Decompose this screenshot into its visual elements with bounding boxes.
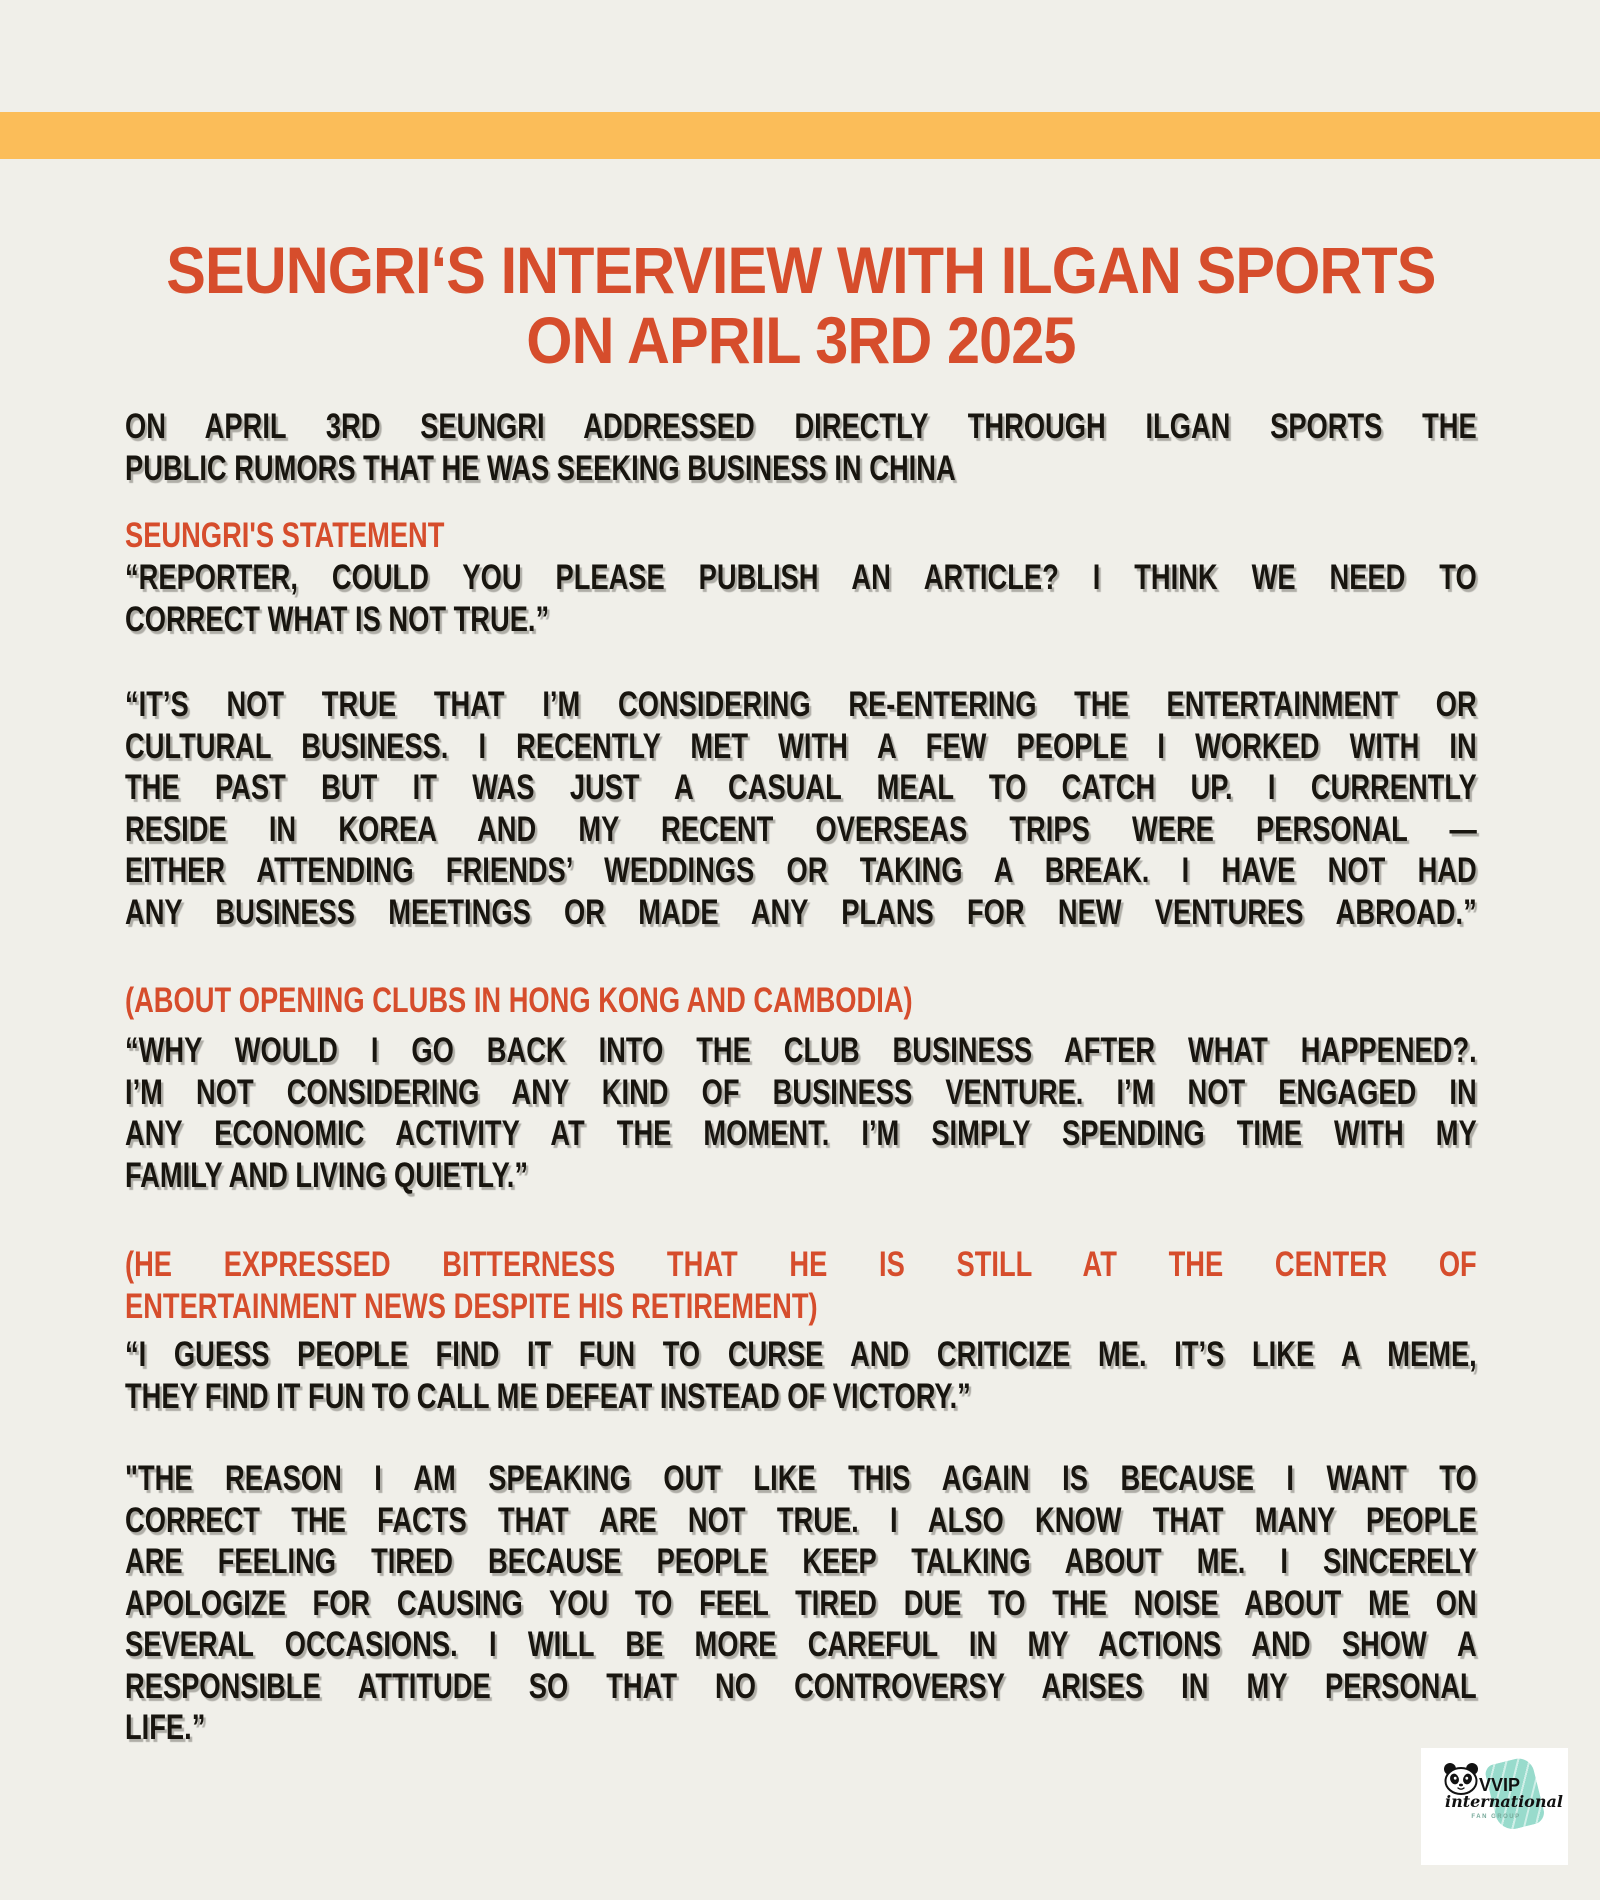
- bitterness-p2-line-1: "THE REASON I AM SPEAKING OUT LIKE THIS AGAIN IS BECAUSE I WANT TO: [125, 1459, 1477, 1498]
- clubs-p1-line-2: I’M NOT CONSIDERING ANY KIND OF BUSINESS VENTURE. I’M NOT ENGAGED IN: [125, 1072, 1477, 1112]
- statement-p2-line-4: RESIDE IN KOREA AND MY RECENT OVERSEAS TRIPS WERE PERSONAL —: [125, 809, 1477, 849]
- statement-p2-line-1: “IT’S NOT TRUE THAT I’M CONSIDERING RE-ENTERING THE ENTERTAINMENT OR: [125, 685, 1477, 724]
- bitterness-p2-line-7: LIFE.”: [125, 1708, 206, 1747]
- clubs-heading: [125, 980, 1477, 1022]
- statement-p1-line-2: CORRECT WHAT IS NOT TRUE.”: [125, 599, 550, 639]
- bitterness-paragraph-2: [125, 1458, 1477, 1749]
- logo-brand-subtext: international: [1445, 1792, 1563, 1811]
- logo-brand-text: VVIP: [1479, 1775, 1521, 1795]
- bitterness-p2-line-4: APOLOGIZE FOR CAUSING YOU TO FEEL TIRED DUE TO THE NOISE ABOUT ME ON: [125, 1583, 1477, 1623]
- statement-paragraph-1: [125, 557, 1477, 640]
- fan-group-logo: [1421, 1748, 1568, 1865]
- clubs-paragraph: [125, 1030, 1477, 1196]
- page-title: [125, 235, 1477, 375]
- bitterness-p1-line-1: “I GUESS PEOPLE FIND IT FUN TO CURSE AND CRITICIZE ME. IT’S LIKE A MEME,: [125, 1335, 1477, 1374]
- clubs-p1-line-3: ANY ECONOMIC ACTIVITY AT THE MOMENT. I’M SIMPLY SPENDING TIME WITH MY: [125, 1114, 1477, 1153]
- bitterness-heading: [125, 1244, 1477, 1327]
- panda-icon: [1442, 1762, 1480, 1796]
- statement-heading-text: SEUNGRI'S STATEMENT: [125, 516, 445, 555]
- bitterness-p2-line-3: ARE FEELING TIRED BECAUSE PEOPLE KEEP TALKING ABOUT ME. I SINCERELY: [125, 1542, 1477, 1581]
- bitterness-heading-line-2: ENTERTAINMENT NEWS DESPITE HIS RETIREMENT): [125, 1286, 818, 1326]
- statement-p2-line-3: THE PAST BUT IT WAS JUST A CASUAL MEAL TO CATCH UP. I CURRENTLY: [125, 768, 1477, 807]
- bitterness-p2-line-5: SEVERAL OCCASIONS. I WILL BE MORE CAREFUL IN MY ACTIONS AND SHOW A: [125, 1625, 1477, 1664]
- statement-p2-line-6: ANY BUSINESS MEETINGS OR MADE ANY PLANS FOR NEW VENTURES ABROAD.”: [125, 892, 1477, 932]
- page-title-line-1: SEUNGRI‘S INTERVIEW WITH ILGAN SPORTS: [166, 233, 1436, 307]
- intro-paragraph: [125, 406, 1477, 489]
- statement-p1-line-1: “REPORTER, COULD YOU PLEASE PUBLISH AN ARTICLE? I THINK WE NEED TO: [125, 558, 1477, 597]
- bitterness-paragraph-1: [125, 1334, 1477, 1417]
- bitterness-p1-line-2: THEY FIND IT FUN TO CALL ME DEFEAT INSTEAD OF VICTORY.”: [125, 1376, 971, 1416]
- statement-p2-line-5: EITHER ATTENDING FRIENDS’ WEDDINGS OR TAKING A BREAK. I HAVE NOT HAD: [125, 851, 1477, 890]
- bitterness-p2-line-6: RESPONSIBLE ATTITUDE SO THAT NO CONTROVERSY ARISES IN MY PERSONAL: [125, 1666, 1477, 1706]
- statement-paragraph-2: [125, 684, 1477, 933]
- intro-line-2: PUBLIC RUMORS THAT HE WAS SEEKING BUSINESS IN CHINA: [125, 448, 956, 488]
- statement-p2-line-2: CULTURAL BUSINESS. I RECENTLY MET WITH A FEW PEOPLE I WORKED WITH IN: [125, 726, 1477, 766]
- clubs-p1-line-4: FAMILY AND LIVING QUIETLY.”: [125, 1155, 529, 1195]
- intro-line-1: ON APRIL 3RD SEUNGRI ADDRESSED DIRECTLY THROUGH ILGAN SPORTS THE: [125, 407, 1477, 446]
- page-title-line-2: ON APRIL 3RD 2025: [526, 303, 1076, 377]
- top-accent-bar: [0, 112, 1600, 159]
- clubs-p1-line-1: “WHY WOULD I GO BACK INTO THE CLUB BUSINESS AFTER WHAT HAPPENED?.: [125, 1031, 1477, 1070]
- statement-heading: [125, 515, 1477, 557]
- bitterness-p2-line-2: CORRECT THE FACTS THAT ARE NOT TRUE. I ALSO KNOW THAT MANY PEOPLE: [125, 1500, 1477, 1540]
- logo-tagline: FAN GROUP: [1471, 1814, 1521, 1820]
- bitterness-heading-line-1: (HE EXPRESSED BITTERNESS THAT HE IS STILL AT THE CENTER OF: [125, 1245, 1477, 1284]
- clubs-heading-text: (ABOUT OPENING CLUBS IN HONG KONG AND CAMBODIA): [125, 981, 913, 1020]
